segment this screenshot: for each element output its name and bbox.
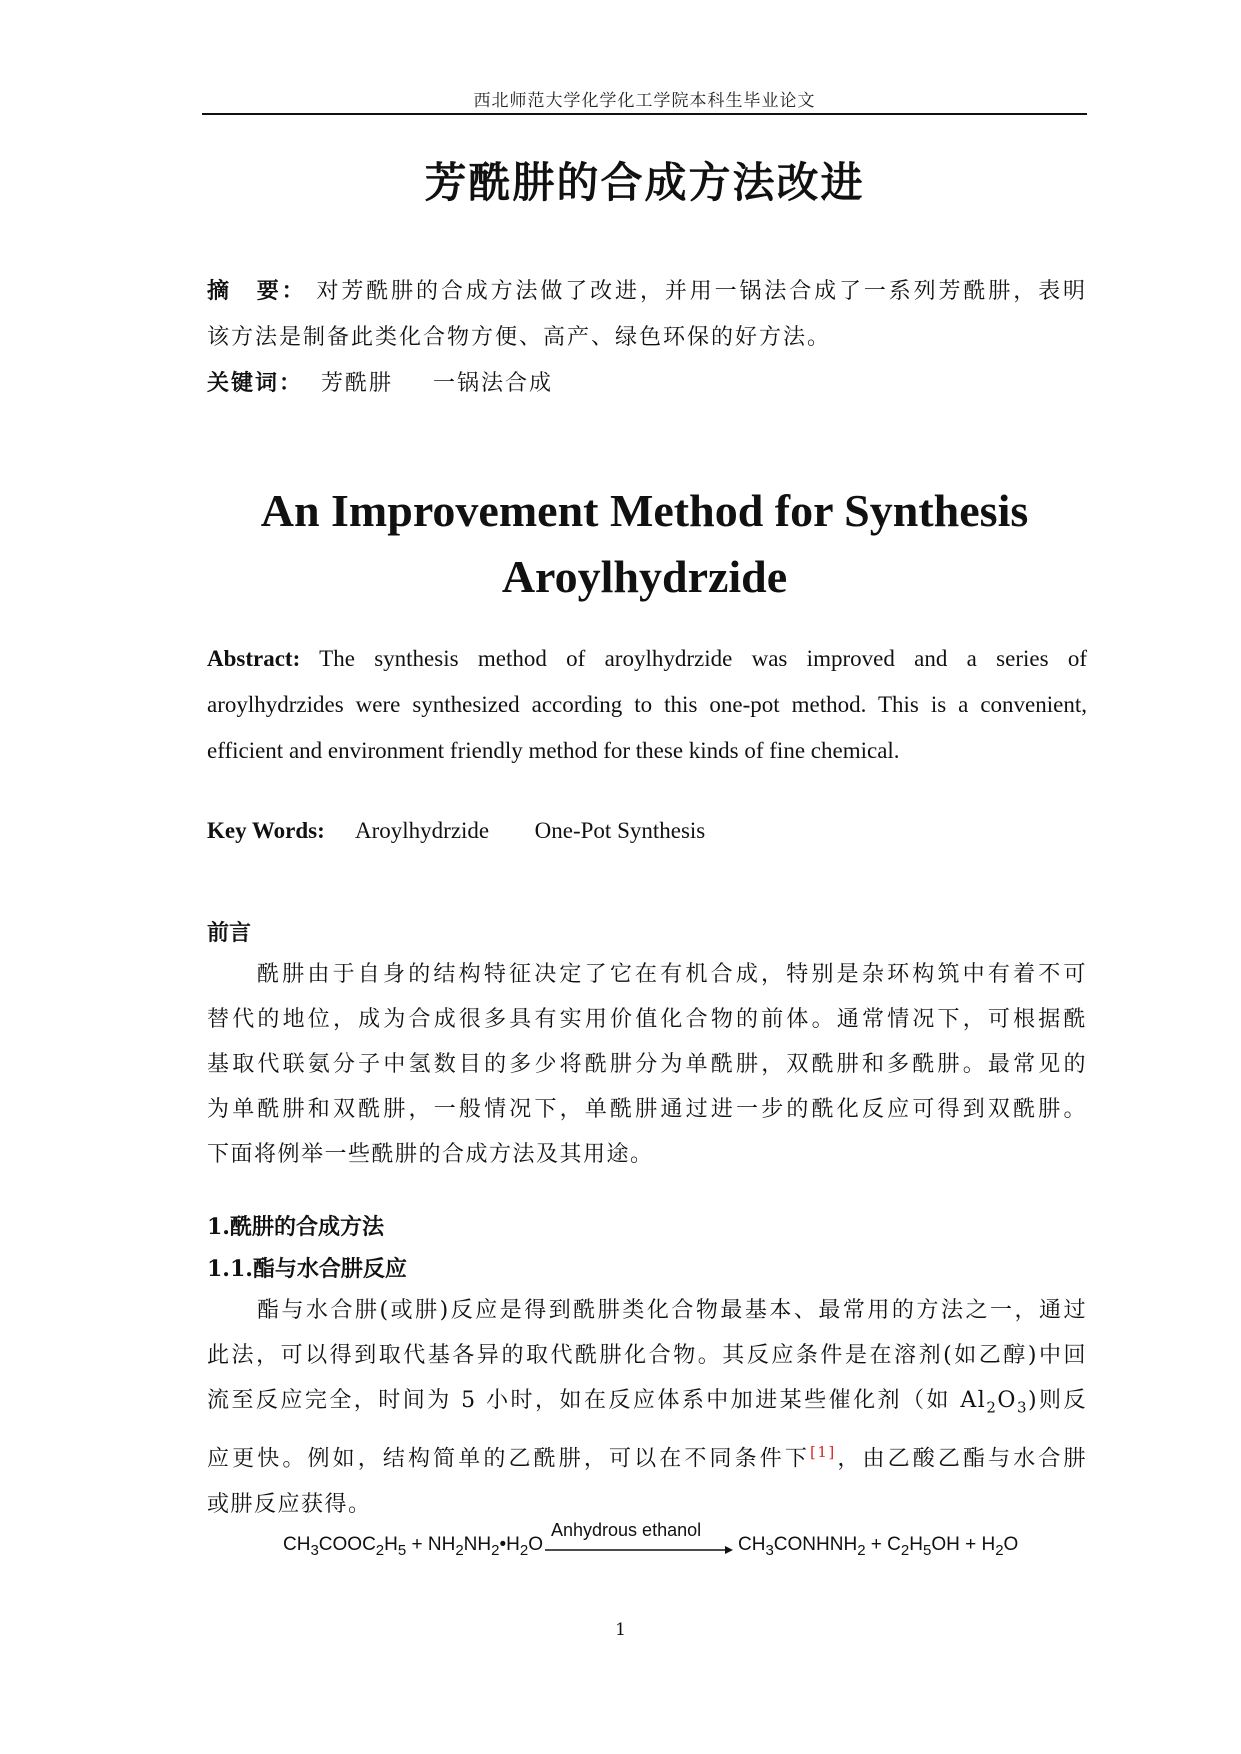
header-rule: [202, 113, 1087, 115]
abstract-cn-line-1: [207, 268, 1087, 315]
section-1-1-line-3: [207, 1378, 1087, 1430]
abstract-en-text-1: The synthesis method of aroylhydrzide was improved and a series of: [319, 646, 1087, 671]
preface-line-1: 酰肼由于自身的结构特征决定了它在有机合成，特别是杂环构筑中有着不可: [257, 962, 1087, 987]
abstract-cn-line-2: 该方法是制备此类化合物方便、高产、绿色环保的好方法。: [207, 325, 832, 350]
preface-line-3: 基取代联氨分子中氢数目的多少将酰肼分为单酰肼，双酰肼和多酰肼。最常见的: [207, 1052, 1087, 1077]
equation-reactants: $CH_3COOC_2H_5$ + $NH_2NH_2•H_2O$: [283, 1534, 543, 1559]
preface-body: [207, 952, 1087, 1177]
chinese-title: 芳酰肼的合成方法改进: [424, 158, 865, 207]
abstract-cn-label: 摘 要：: [207, 278, 307, 304]
abstract-cn: [207, 268, 1087, 361]
preface-line-5: 下面将例举一些酰肼的合成方法及其用途。: [207, 1142, 654, 1167]
english-title-line-2: Aroylhydrzide: [501, 551, 788, 602]
preface-heading: 前言: [207, 920, 252, 946]
abstract-en-line-2: aroylhydrzides were synthesized according to this one-pot method. This is a convenient,: [207, 692, 1087, 717]
subscript-2: 2: [986, 1398, 998, 1417]
line-4-text-b: ，由乙酸乙酯与水合肼: [835, 1446, 1087, 1472]
section-1-1-line-4: [207, 1430, 1087, 1481]
english-title: [202, 478, 1087, 610]
keywords-en-label: Key Words:: [207, 818, 325, 843]
keyword-en-1: Aroylhydrzide: [355, 818, 490, 843]
line-4-text-a: 应更快。例如，结构简单的乙酰肼，可以在不同条件下: [207, 1446, 810, 1472]
section-1-1-line-1: 酯与水合肼(或肼)反应是得到酰肼类化合物最基本、最常用的方法之一，通过: [257, 1298, 1087, 1323]
equation-products: $CH_3CONHNH_2 + C_2H_5OH + H_2O$: [738, 1534, 1019, 1559]
line-3-text-a: 流至反应完全，时间为 5 小时，如在反应体系中加进某些催化剂（如 Al: [207, 1388, 987, 1413]
reaction-equation: [283, 1520, 1043, 1564]
section-1-1-body: [207, 1288, 1087, 1527]
reaction-condition: Anhydrous ethanol: [551, 1520, 702, 1540]
page-number: 1: [615, 1620, 626, 1640]
abstract-en-line-1: [207, 636, 1087, 682]
line-3-text-b: O: [997, 1388, 1017, 1413]
section-1-1-heading: 1.1.酯与水合肼反应: [207, 1256, 407, 1282]
keyword-en-2: One-Pot Synthesis: [534, 818, 706, 843]
keywords-cn: [207, 360, 1087, 407]
abstract-en-label: Abstract:: [207, 646, 301, 671]
running-head: 西北师范大学化学化工学院本科生毕业论文: [473, 91, 816, 111]
keyword-cn-2: 一锅法合成: [433, 371, 554, 396]
keyword-cn-1: 芳酰肼: [321, 371, 394, 396]
section-1-heading: 1.酰肼的合成方法: [207, 1214, 384, 1240]
subscript-3: 3: [1016, 1398, 1028, 1417]
preface-line-4: 为单酰肼和双酰肼，一般情况下，单酰肼通过进一步的酰化反应可得到双酰肼。: [207, 1097, 1087, 1122]
abstract-cn-text-1: 对芳酰肼的合成方法做了改进，并用一锅法合成了一系列芳酰肼，表明: [316, 279, 1087, 304]
reaction-arrow-icon: [545, 1544, 733, 1556]
abstract-en: [207, 636, 1087, 774]
preface-line-2: 替代的地位，成为合成很多具有实用价值化合物的前体。通常情况下，可根据酰: [207, 1007, 1087, 1032]
keywords-en: [207, 818, 705, 844]
line-3-text-c: )则反: [1027, 1388, 1088, 1413]
english-title-line-1: An Improvement Method for Synthesis: [260, 485, 1029, 536]
abstract-en-line-3: efficient and environment friendly method for these kinds of fine chemical.: [207, 738, 900, 763]
section-1-1-line-5: 或肼反应获得。: [207, 1491, 372, 1517]
citation-link[interactable]: [1]: [809, 1443, 836, 1462]
keywords-cn-label: 关键词：: [207, 370, 304, 396]
section-1-1-line-2: 此法，可以得到取代基各异的取代酰肼化合物。其反应条件是在溶剂(如乙醇)中回: [207, 1343, 1087, 1368]
